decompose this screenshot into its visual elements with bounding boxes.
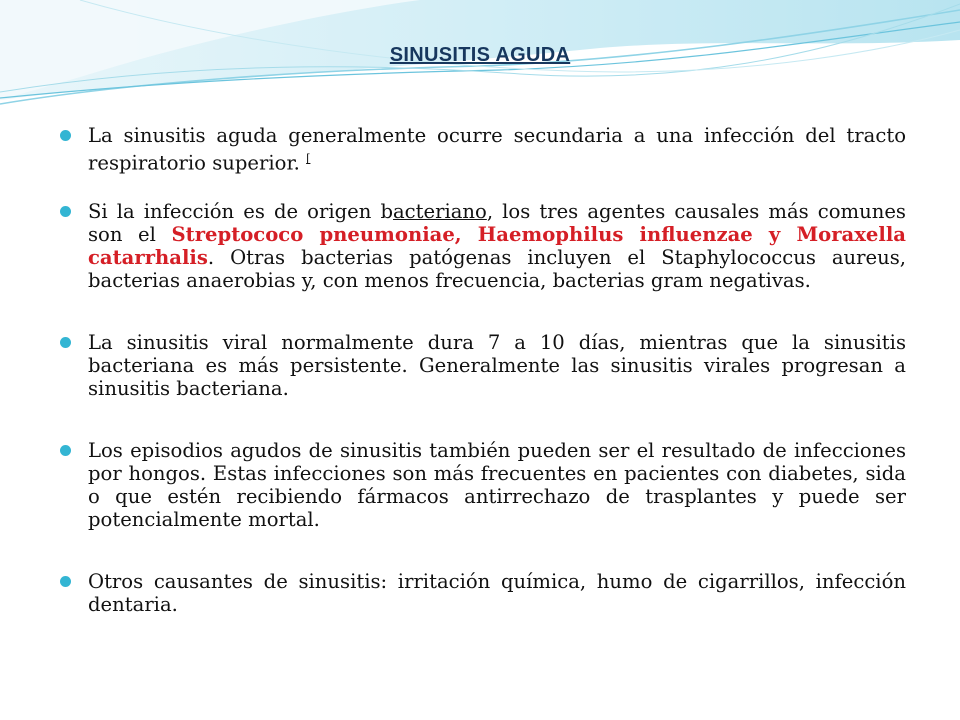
bullet-dot-icon — [60, 337, 71, 348]
bullet-item — [60, 124, 906, 175]
bullet-item — [60, 570, 906, 616]
bullet-item — [60, 331, 906, 400]
bacteriano-link[interactable]: acteriano — [392, 199, 487, 223]
bullet-dot-icon — [60, 576, 71, 587]
bullet-dot-icon — [60, 206, 71, 217]
bullet-text: La sinusitis aguda generalmente ocurre secundaria a una infección del tracto respiratorio superior. — [88, 124, 906, 175]
bullet-dot-icon — [60, 130, 71, 141]
highlighted-organisms: Streptococo pneumoniae, Haemophilus influenzae y Moraxella catarrhalis — [88, 222, 906, 269]
slide-title: SINUSITIS AGUDA — [389, 44, 571, 66]
reference-link[interactable]: [ — [306, 152, 311, 165]
bullet-text: Los episodios agudos de sinusitis también pueden ser el resultado de infecciones por hongos. Estas infecciones son más frecuentes en pacientes con diabetes, sida o que estén recibiendo fármacos antirrechazo de trasplantes y puede ser potencialmente mortal. — [88, 438, 906, 531]
bullet-text: Otros causantes de sinusitis: irritación química, humo de cigarrillos, infección dentaria. — [88, 569, 906, 616]
bullet-text: , los tres agentes causales más comunes son el — [88, 199, 906, 246]
bullet-text: Si la infección es de origen b — [88, 199, 393, 223]
bullet-item — [60, 200, 906, 292]
bullet-item — [60, 439, 906, 531]
bullet-dot-icon — [60, 445, 71, 456]
bullet-text: . Otras bacterias patógenas incluyen el Staphylococcus aureus, bacterias anaerobias y, con menos frecuencia, bacterias gram negativas. — [88, 245, 906, 292]
bullet-list — [60, 124, 906, 616]
bullet-text: La sinusitis viral normalmente dura 7 a 10 días, mientras que la sinusitis bacteriana es más persistente. Generalmente las sinusitis virales progresan a sinusitis bacteriana. — [88, 330, 906, 400]
